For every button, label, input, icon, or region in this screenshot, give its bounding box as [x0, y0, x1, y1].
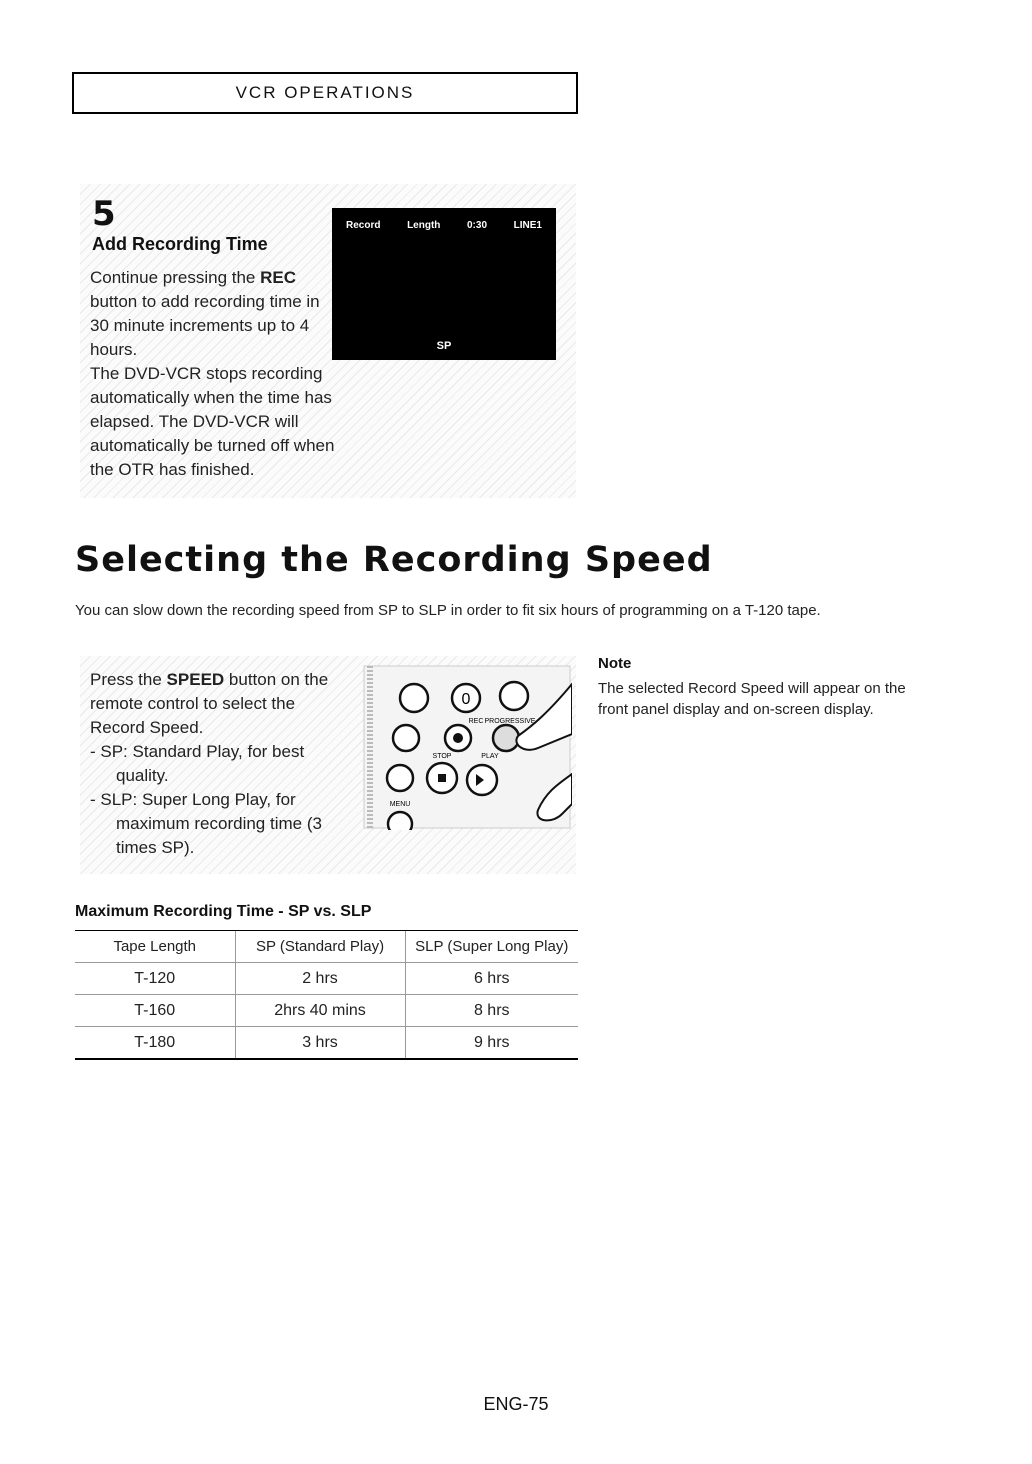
remote-label-rec: REC [468, 718, 484, 725]
osd-speed: SP [436, 340, 452, 352]
stop-square-icon [438, 774, 446, 782]
table-cell: 3 hrs [235, 1027, 405, 1060]
header-tape-length: Tape Length [75, 931, 235, 963]
zero-digit-icon: 0 [461, 691, 471, 708]
step-paragraph-1: Continue pressing the REC button to add recording time in 30 minute increments up to 4 hours. [90, 268, 320, 359]
page-number: ENG-75 [483, 1394, 549, 1414]
remote-label-play: PLAY [481, 753, 499, 760]
table-cell: T-160 [75, 995, 235, 1027]
table-cell: 2 hrs [235, 963, 405, 995]
intro-text: You can slow down the recording speed from SP to SLP in order to fit six hours of programming on a T-120 tape. [75, 602, 821, 619]
input-button-icon [500, 682, 528, 710]
step-description [90, 266, 340, 482]
osd-source: LINE1 [513, 220, 542, 231]
header-sp: SP (Standard Play) [235, 931, 405, 963]
remote-control-illustration [362, 664, 572, 830]
osd-length: Length [407, 220, 441, 231]
table-cell: 9 hrs [405, 1027, 578, 1060]
step-paragraph-2: The DVD-VCR stops recording automatically when the time has elapsed. The DVD-VCR will automatically be turned off when the OTR has finished. [90, 364, 335, 479]
speed-paragraph: Press the SPEED button on the remote control to select the Record Speed. [90, 670, 329, 737]
header-slp: SLP (Super Long Play) [405, 931, 578, 963]
rec-dot-icon [453, 733, 463, 743]
step-title: Add Recording Time [92, 234, 268, 254]
section-title: VCR OPERATIONS [235, 83, 415, 102]
slp-description-cont: maximum recording time (3 times SP). [116, 814, 322, 857]
table-cell: 8 hrs [405, 995, 578, 1027]
section-header-box [72, 72, 578, 114]
speed-button-label: SPEED [166, 670, 225, 689]
audio-button-icon [400, 684, 428, 712]
rewind-button-icon [393, 725, 419, 751]
speed-button-icon [493, 725, 519, 751]
speed-step-description [90, 668, 350, 860]
osd-time: 0:30 [467, 220, 488, 231]
recording-time-table [75, 930, 578, 1060]
remote-label-menu: MENU [389, 801, 411, 808]
note-title: Note [598, 655, 632, 672]
table-row [75, 1027, 578, 1060]
remote-label-progressive: PROGRESSIVE [484, 718, 536, 725]
slp-description: - SLP: Super Long Play, for [90, 790, 296, 809]
table-row [75, 963, 578, 995]
rec-button-label: REC [260, 268, 297, 287]
eject-button-icon [387, 765, 413, 791]
page-heading: Selecting the Recording Speed [75, 540, 713, 580]
table-row [75, 995, 578, 1027]
table-cell: T-120 [75, 963, 235, 995]
table-cell: T-180 [75, 1027, 235, 1060]
osd-record: Record [346, 220, 381, 231]
sp-description-cont: quality. [116, 766, 169, 785]
sp-description: - SP: Standard Play, for best [90, 742, 305, 761]
table-cell: 2hrs 40 mins [235, 995, 405, 1027]
on-screen-display [332, 208, 556, 360]
table-header-row [75, 931, 578, 963]
remote-label-stop: STOP [432, 753, 452, 760]
note-text: The selected Record Speed will appear on the front panel display and on-screen display. [598, 680, 906, 718]
table-title: Maximum Recording Time - SP vs. SLP [75, 903, 372, 920]
step-number: 5 [92, 194, 116, 234]
menu-button-icon [388, 812, 412, 830]
table-cell: 6 hrs [405, 963, 578, 995]
